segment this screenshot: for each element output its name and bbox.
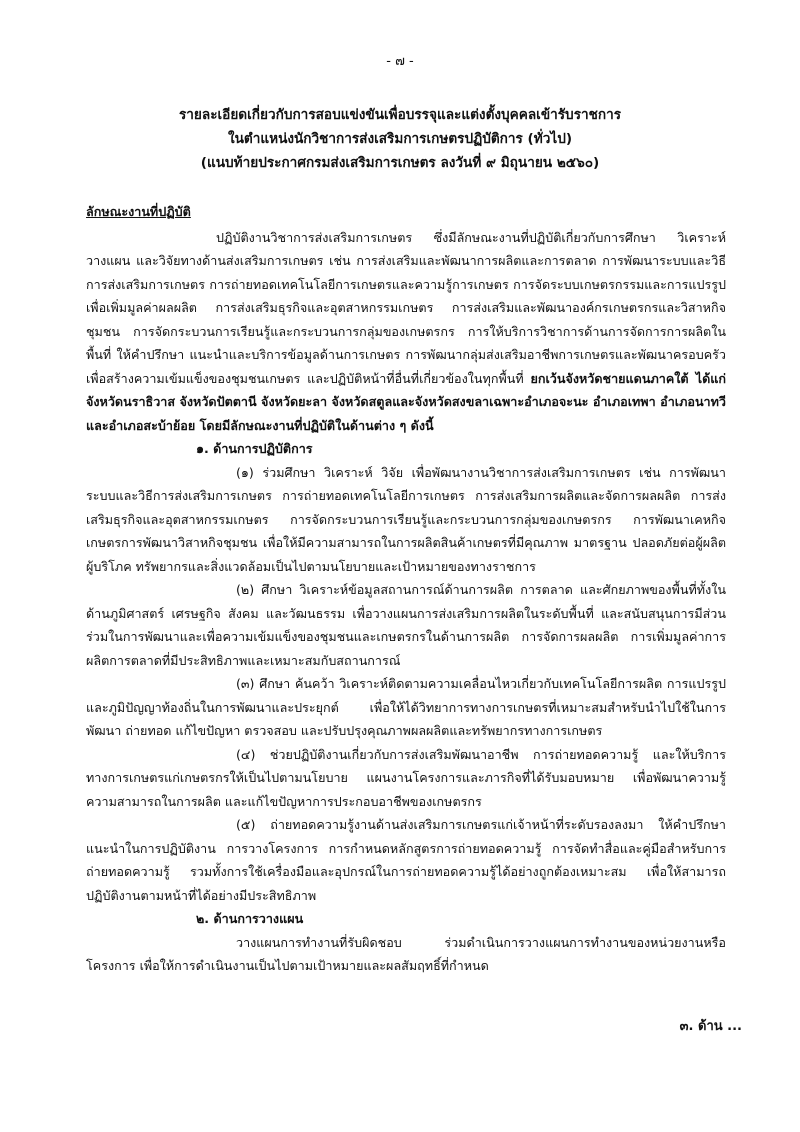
- title-line-3: (แนบท้ายประกาศกรมส่งเสริมการเกษตร ลงวันที่ ๙ มิถุนายน ๒๕๖๐): [200, 155, 600, 171]
- section-2-heading: ๒. ด้านการวางแผน: [196, 911, 304, 926]
- continuation-marker: ๓. ด้าน ...: [679, 1019, 742, 1034]
- section-1-item-2: (๒) ศึกษา วิเคราะห์ข้อมูลสถานการณ์ด้านการผลิต การตลาด และศักยภาพของพื้นที่ทั้งในด้านภูมิศาสตร์ เศรษฐกิจ สังคม และวัฒนธรรม เพื่อวางแผนการส่งเสริมการผลิตในระดับพื้นที่ และสนับสนุนการมีส่วนร่วมในการพัฒนาและเพื่อความเข้มแข็งของชุมชนและเกษตรกรในด้านการผลิต การจัดการผลผลิต การเพิ่มมูลค่าการผลิตการตลาดที่มีประสิทธิภาพและเหมาะสมกับสถานการณ์: [86, 582, 726, 668]
- document-body: [86, 200, 726, 978]
- document-title: [0, 103, 800, 175]
- title-line-1: รายละเอียดเกี่ยวกับการสอบแข่งขันเพื่อบรรจุและแต่งตั้งบุคคลเข้ารับราชการ: [178, 107, 622, 123]
- section-1-item-1: (๑) ร่วมศึกษา วิเคราะห์ วิจัย เพื่อพัฒนางานวิชาการส่งเสริมการเกษตร เช่น การพัฒนาระบบและวิธีการส่งเสริมการเกษตร การถ่ายทอดเทคโนโลยีการเกษตร การส่งเสริมการผลิตและจัดการผลผลิต การส่งเสริมธุรกิจและอุตสาหกรรมเกษตร การจัดกระบวนการเรียนรู้และกระบวนการกลุ่มของเกษตรกร การพัฒนาเคหกิจเกษตรการพัฒนาวิสาหกิจชุมชน เพื่อให้มีความสามารถในการผลิตสินค้าเกษตรที่มีคุณภาพ มาตรฐาน ปลอดภัยต่อผู้ผลิตผู้บริโภค ทรัพยากรและสิ่งแวดล้อมเป็นไปตามนโยบายและเป้าหมายของทางราชการ: [86, 464, 726, 574]
- section-1-item-3: (๓) ศึกษา ค้นคว้า วิเคราะห์ติดตามความเคลื่อนไหวเกี่ยวกับเทคโนโลยีการผลิต การแปรรูปและภูมิปัญญาท้องถิ่นในการพัฒนาและประยุกต์ เพื่อให้ได้วิทยาการทางการเกษตรที่เหมาะสมสำหรับนำไปใช้ในการพัฒนา ถ่ายทอด แก้ไขปัญหา ตรวจสอบ และปรับปรุงคุณภาพผลผลิตและทรัพยากรทางการเกษตร: [86, 676, 726, 738]
- intro-paragraph: [86, 226, 726, 438]
- section-1-heading: ๑. ด้านการปฏิบัติการ: [196, 441, 313, 456]
- section-1-item-5: (๕) ถ่ายทอดความรู้งานด้านส่งเสริมการเกษตรแก่เจ้าหน้าที่ระดับรองลงมา ให้คำปรึกษาแนะนำในการปฏิบัติงาน การวางโครงการ การกำหนดหลักสูตรการถ่ายทอดความรู้ การจัดทำสื่อและคู่มือสำหรับการถ่ายทอดความรู้ รวมทั้งการใช้เครื่องมือและอุปกรณ์ในการถ่ายทอดความรู้ได้อย่างถูกต้องเหมาะสม เพื่อให้สามารถปฏิบัติงานตามหน้าที่ได้อย่างมีประสิทธิภาพ: [86, 817, 726, 903]
- section-2-text: วางแผนการทำงานที่รับผิดชอบ ร่วมดำเนินการวางแผนการทำงานของหน่วยงานหรือโครงการ เพื่อให้การดำเนินงานเป็นไปตามเป้าหมายและผลสัมฤทธิ์ที่กำหนด: [86, 934, 726, 973]
- section-1-item-4: (๔) ช่วยปฏิบัติงานเกี่ยวกับการส่งเสริมพัฒนาอาชีพ การถ่ายทอดความรู้ และให้บริการทางการเกษตรแก่เกษตรกรให้เป็นไปตามนโยบาย แผนงานโครงการและภารกิจที่ได้รับมอบหมาย เพื่อพัฒนาความรู้ความสามารถในการผลิต และแก้ไขปัญหาการประกอบอาชีพของเกษตรกร: [86, 746, 726, 809]
- intro-text: ปฏิบัติงานวิชาการส่งเสริมการเกษตร ซึ่งมีลักษณะงานที่ปฏิบัติเกี่ยวกับการศึกษา วิเคราะห์ วางแผน และวิจัยทางด้านส่งเสริมการเกษตร เช่น การส่งเสริมและพัฒนาการผลิตและการตลาด การพัฒนาระบบและวิธีการส่งเสริมการเกษตร การถ่ายทอดเทคโนโลยีการเกษตรและความรู้การเกษตร การจัดระบบเกษตรกรรมและการแปรรูปเพื่อเพิ่มมูลค่าผลผลิต การส่งเสริมธุรกิจและอุตสาหกรรมเกษตร การส่งเสริมและพัฒนาองค์กรเกษตรกรและวิสาหกิจชุมชน การจัดกระบวนการเรียนรู้และกระบวนการกลุ่มของเกษตรกร การให้บริการวิชาการด้านการจัดการการผลิตในพื้นที่ ให้คำปรึกษา แนะนำและบริการข้อมูลด้านการเกษตร การพัฒนากลุ่มส่งเสริมอาชีพการเกษตรและพัฒนาครอบครัวเพื่อสร้างความเข้มแข็งของชุมชนเกษตร และปฏิบัติหน้าที่อื่นที่เกี่ยวข้องในทุกพื้นที่: [86, 229, 726, 386]
- intro-bold-tail: ยกเว้นจังหวัดชายแดนภาคใต้ ได้แก่ จังหวัดนราธิวาส จังหวัดปัตตานี จังหวัดยะลา จังหวัดสตูลและจังหวัดสงขลาเฉพาะอำเภอจะนะ อำเภอเทพา อำเภอนาทวี และอำเภอสะบ้าย้อย โดยมีลักษณะงานที่ปฏิบัติในด้านต่าง ๆ ดังนี้: [86, 370, 726, 433]
- section-heading: ลักษณะงานที่ปฏิบัติ: [86, 204, 191, 219]
- title-line-2: ในตำแหน่งนักวิชาการส่งเสริมการเกษตรปฏิบัติการ (ทั่วไป): [227, 131, 573, 147]
- page-number: - ๗ -: [386, 54, 414, 69]
